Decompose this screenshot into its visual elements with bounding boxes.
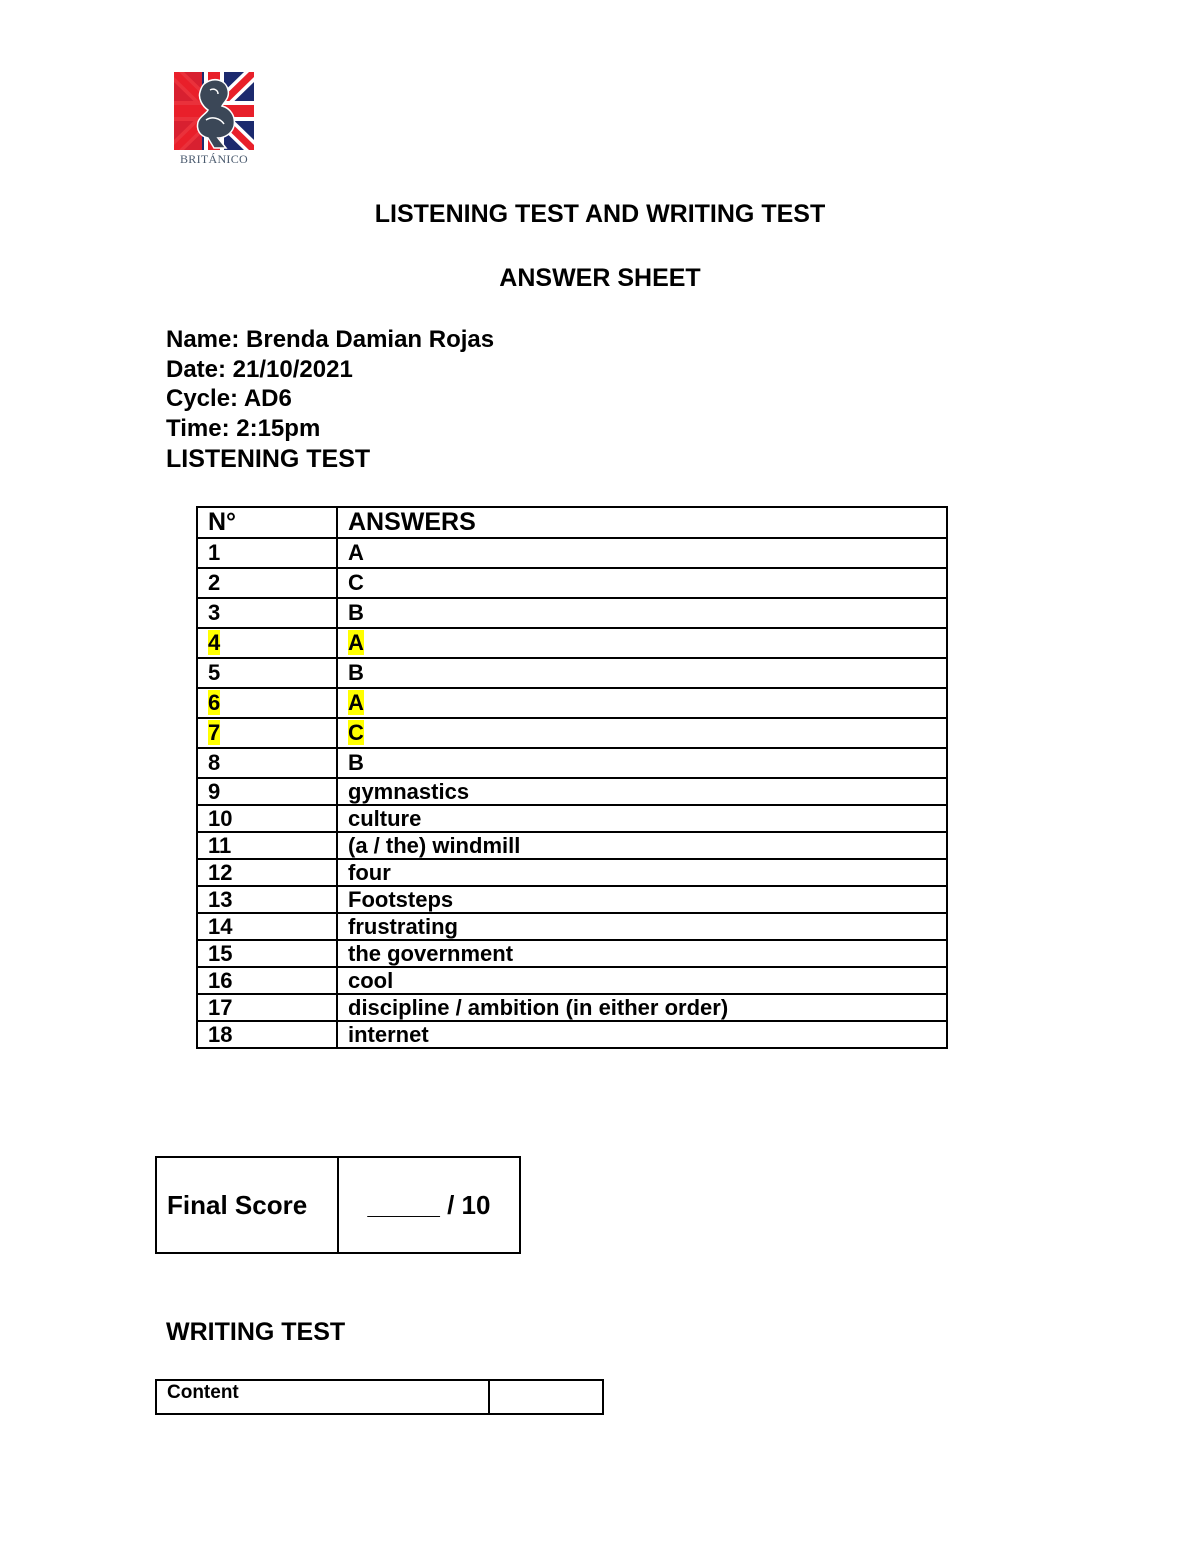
- page-subtitle: ANSWER SHEET: [499, 264, 701, 292]
- answer-number: 5: [208, 660, 221, 685]
- table-row: [197, 805, 947, 832]
- answer-value-cell: [337, 658, 947, 688]
- britanico-logo: [174, 72, 254, 172]
- table-row: [197, 886, 947, 913]
- student-name: Name: Brenda Damian Rojas: [166, 326, 495, 353]
- answer-number: 9: [208, 779, 221, 804]
- answer-value-cell: [337, 994, 947, 1021]
- answer-number-cell: [197, 994, 337, 1021]
- answer-value: (a / the) windmill: [348, 833, 521, 858]
- answer-number: 8: [208, 750, 221, 775]
- answer-value-cell: [337, 940, 947, 967]
- answer-value: A: [348, 540, 364, 565]
- answer-value: B: [348, 600, 364, 625]
- answer-number: 14: [208, 914, 233, 939]
- answer-number-cell: [197, 778, 337, 805]
- table-row: [197, 967, 947, 994]
- answer-number: 15: [208, 941, 233, 966]
- table-row: [197, 538, 947, 568]
- table-row: [197, 718, 947, 748]
- answer-value-cell: [337, 832, 947, 859]
- answer-number-cell: [197, 913, 337, 940]
- answer-number: 4: [208, 630, 221, 655]
- answer-number-cell: [197, 538, 337, 568]
- answer-number-cell: [197, 718, 337, 748]
- table-row: [197, 778, 947, 805]
- answer-value-cell: [337, 805, 947, 832]
- answer-value: Footsteps: [348, 887, 454, 912]
- answer-number: 7: [208, 720, 221, 745]
- answer-number-cell: [197, 805, 337, 832]
- answer-value: the government: [348, 941, 514, 966]
- writing-criterion-label: Content: [156, 1380, 489, 1414]
- table-row: [197, 913, 947, 940]
- answer-number-cell: [197, 658, 337, 688]
- answer-value-cell: [337, 598, 947, 628]
- answer-value-cell: [337, 1021, 947, 1048]
- answer-number: 6: [208, 690, 221, 715]
- table-row: [197, 832, 947, 859]
- lion-union-jack-icon: [174, 72, 254, 150]
- page-title: LISTENING TEST AND WRITING TEST: [374, 200, 826, 228]
- answer-value: cool: [348, 968, 394, 993]
- answer-value-cell: [337, 538, 947, 568]
- answer-number: 16: [208, 968, 233, 993]
- answer-number-cell: [197, 859, 337, 886]
- answer-value-cell: [337, 859, 947, 886]
- answer-value: discipline / ambition (in either order): [348, 995, 729, 1020]
- student-info: [166, 325, 494, 443]
- final-score-label: Final Score: [156, 1157, 338, 1253]
- listening-heading: LISTENING TEST: [166, 445, 371, 473]
- answer-value: four: [348, 860, 391, 885]
- answer-number: 12: [208, 860, 233, 885]
- writing-heading: WRITING TEST: [166, 1318, 346, 1346]
- answer-number-cell: [197, 886, 337, 913]
- answer-value-cell: [337, 628, 947, 658]
- final-score-table: [155, 1156, 521, 1254]
- answer-value: B: [348, 660, 364, 685]
- table-row: [197, 1021, 947, 1048]
- table-row: [197, 940, 947, 967]
- table-row: [197, 688, 947, 718]
- answer-value-cell: [337, 568, 947, 598]
- table-row: [197, 748, 947, 778]
- answer-value: B: [348, 750, 364, 775]
- answer-number-cell: [197, 940, 337, 967]
- table-row: [197, 568, 947, 598]
- test-cycle: Cycle: AD6: [166, 385, 292, 412]
- answer-value: C: [348, 720, 364, 745]
- test-date: Date: 21/10/2021: [166, 355, 353, 383]
- answer-value: culture: [348, 806, 422, 831]
- table-row: [197, 598, 947, 628]
- answer-number: 2: [208, 570, 221, 595]
- answer-value: A: [348, 630, 364, 655]
- column-header-answers: ANSWERS: [337, 507, 947, 538]
- answer-number: 17: [208, 995, 233, 1020]
- answer-number-cell: [197, 628, 337, 658]
- writing-criterion-score: [489, 1380, 603, 1414]
- answer-number-cell: [197, 967, 337, 994]
- answer-number: 10: [208, 806, 233, 831]
- answer-value: gymnastics: [348, 779, 470, 804]
- writing-table: [155, 1379, 604, 1415]
- answer-number: 11: [208, 833, 232, 858]
- answer-value-cell: [337, 748, 947, 778]
- answer-number: 3: [208, 600, 221, 625]
- answer-value-cell: [337, 913, 947, 940]
- answer-value: C: [348, 570, 364, 595]
- answer-number-cell: [197, 1021, 337, 1048]
- table-row: [197, 628, 947, 658]
- column-header-number: N°: [197, 507, 337, 538]
- answer-value: frustrating: [348, 914, 458, 939]
- answer-value: internet: [348, 1022, 429, 1047]
- answer-number-cell: [197, 832, 337, 859]
- table-row: [197, 859, 947, 886]
- answer-number-cell: [197, 688, 337, 718]
- answer-value: A: [348, 690, 364, 715]
- answer-value-cell: [337, 718, 947, 748]
- table-row: [197, 994, 947, 1021]
- table-header-row: [197, 507, 947, 538]
- answer-value-cell: [337, 967, 947, 994]
- final-score-value: _____ / 10: [338, 1157, 520, 1253]
- answer-number-cell: [197, 568, 337, 598]
- answer-number: 13: [208, 887, 233, 912]
- writing-row: [156, 1380, 603, 1414]
- logo-text: BRITÁNICO: [179, 152, 249, 166]
- answer-number: 18: [208, 1022, 233, 1047]
- answer-number-cell: [197, 598, 337, 628]
- answer-value-cell: [337, 778, 947, 805]
- answer-number-cell: [197, 748, 337, 778]
- test-time: Time: 2:15pm: [166, 414, 321, 442]
- answers-table: [196, 506, 948, 1049]
- table-row: [197, 658, 947, 688]
- answer-value-cell: [337, 886, 947, 913]
- answer-number: 1: [208, 540, 221, 565]
- answer-value-cell: [337, 688, 947, 718]
